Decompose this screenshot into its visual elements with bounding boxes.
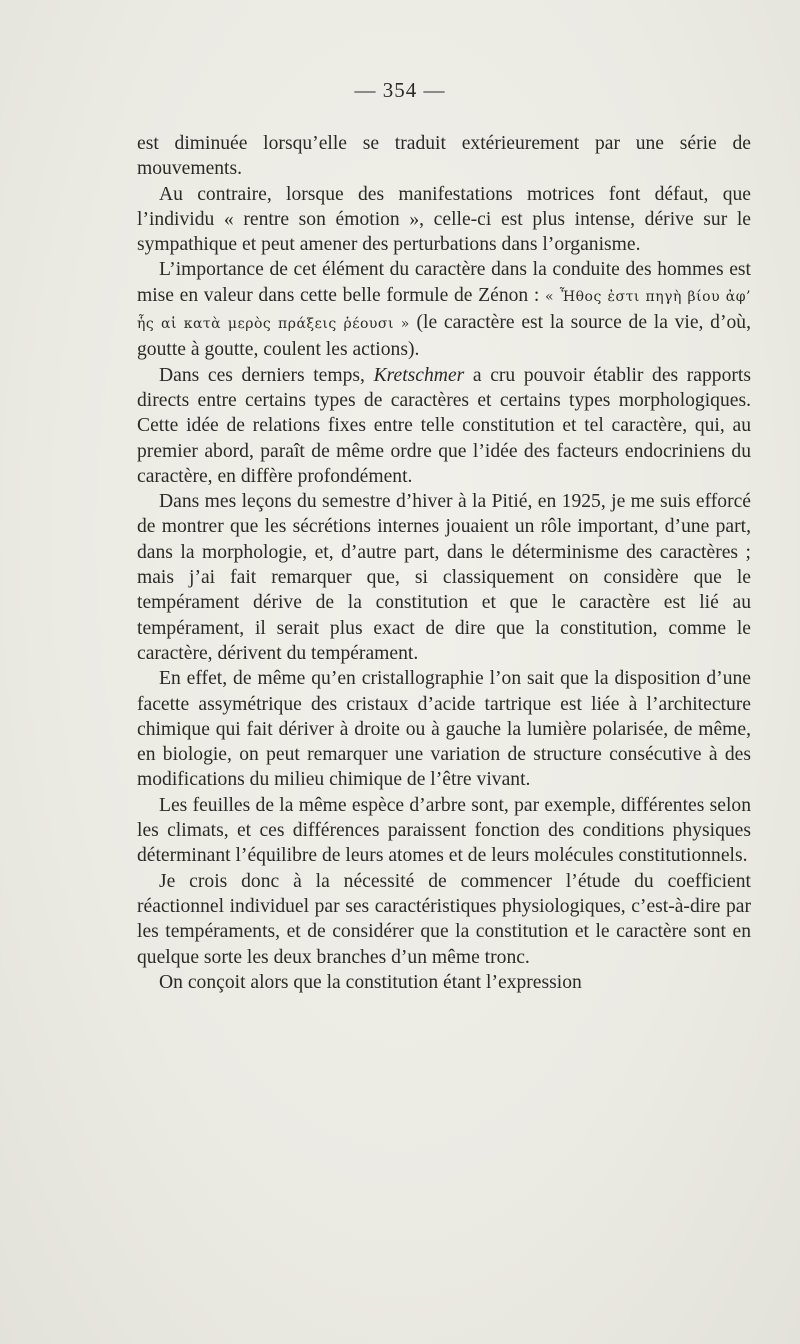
greek-quotation: « Ἦθος ἐστι πηγὴ βίου ἀφ’ ἧς αἱ κατὰ μερὸς πράξεις ῥέουσι » <box>137 288 751 333</box>
paragraph-3 <box>137 257 751 362</box>
paragraph-9: On conçoit alors que la constitution étant l’expression <box>159 971 582 993</box>
paragraph-7: Les feuilles de la même espèce d’arbre sont, par exemple, différentes selon les climats, et ces différences paraissent fonction des conditions physiques déterminant l’équilibre de leurs atomes et de leurs molécules constitutionnels. <box>137 794 751 867</box>
paragraph-5: Dans mes leçons du semestre d’hiver à la Pitié, en 1925, je me suis efforcé de montrer que les sécrétions internes jouaient un rôle important, d’une part, dans la morphologie, et, d’autre part, dans le déterminisme des caractères ; mais j’ai fait remarquer que, si classiquement on considère que le tempérament dérive de la constitution et que le caractère est lié au tempérament, il serait plus exact de dire que la constitution, comme le caractère, dérivent du tempérament. <box>137 491 751 664</box>
paragraph-3-text-start: L’importance de cet élément du caractère dans la conduite des hommes est mise en valeur dans cette belle formule de Zénon : <box>137 259 751 306</box>
paragraph-6: En effet, de même qu’en cristallographie l’on sait que la disposition d’une facette assymétrique des cristaux d’acide tartrique est liée à l’architecture chimique qui fait dériver à droite ou à gauche la lumière polarisée, de même, en biologie, on peut remarquer une variation de structure consécutive à des modifications du milieu chimique de l’être vivant. <box>137 668 751 791</box>
paragraph-2: Au contraire, lorsque des manifestations motrices font défaut, que l’individu « rentre son émotion », celle-ci est plus intense, dérive sur le sympathique et peut amener des perturbations dans l’organisme. <box>137 183 751 256</box>
paragraph-4 <box>137 363 751 489</box>
paragraph-8: Je crois donc à la nécessité de commencer l’étude du coefficient réactionnel individuel par ses caractéristiques physiologiques, c’est-à-dire par les tempéraments, et de considérer que la constitution et le caractère sont en quelque sorte les deux branches d’un même tronc. <box>137 870 751 968</box>
page-number: — 354 — <box>354 78 446 102</box>
paragraph-4-text-start: Dans ces derniers temps, <box>159 364 374 386</box>
paragraph-1: est diminuée lorsqu’elle se traduit extérieurement par une série de mouvements. <box>137 133 751 180</box>
body-text <box>137 131 751 995</box>
paragraph-4-text-end: a cru pouvoir établir des rapports directs entre certains types de caractères et certains types morphologiques. Cette idée de relations fixes entre telle constitution et tel caractère, qui, au premier abord, paraît de même ordre que l’idée des facteurs endocriniens du caractère, en diffère profondément. <box>137 364 751 487</box>
author-name: Kretschmer <box>373 364 465 386</box>
paragraph-3-text-end: (le caractère est la source de la vie, d’où, goutte à goutte, coulent les actions). <box>137 312 751 361</box>
